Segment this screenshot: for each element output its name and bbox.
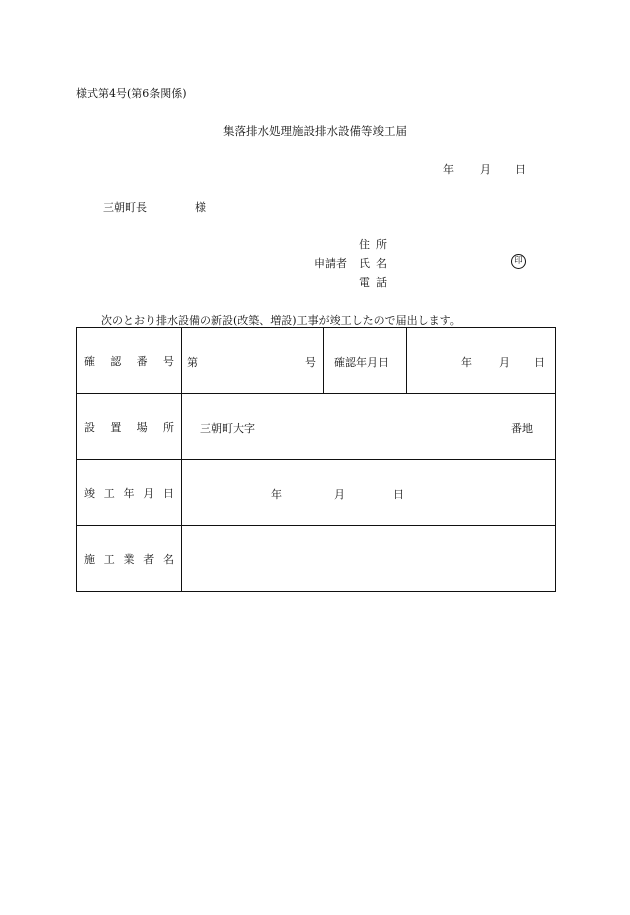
confirmation-date-label: 確認年月日	[334, 356, 389, 369]
recipient-honorific: 様	[195, 201, 206, 214]
seal-mark: 印	[511, 254, 526, 269]
day-label: 日	[393, 488, 404, 501]
completion-form-table	[76, 327, 556, 592]
day-label: 日	[534, 356, 545, 369]
contractor-field[interactable]	[182, 526, 556, 592]
number-prefix: 第	[187, 356, 198, 369]
label-char: 施	[84, 552, 95, 566]
contractor-label	[77, 551, 181, 567]
form-number: 様式第4号(第6条関係)	[76, 87, 187, 100]
label-char: 所	[162, 420, 174, 434]
label-char: 年	[123, 486, 135, 500]
year-label: 年	[461, 356, 472, 369]
applicant-name-label: 氏名	[359, 257, 393, 270]
confirmation-number-field[interactable]	[182, 328, 324, 394]
location-field[interactable]	[182, 394, 556, 460]
label-char: 場	[136, 420, 148, 434]
label-char: 工	[103, 486, 115, 500]
confirmation-number-label	[77, 353, 181, 369]
year-label: 年	[271, 488, 282, 501]
table-row-confirmation	[77, 328, 556, 394]
number-suffix: 号	[305, 356, 316, 369]
table-row-location	[77, 394, 556, 460]
month-label: 月	[499, 356, 510, 369]
table-row-completion-date	[77, 460, 556, 526]
label-char: 竣	[84, 486, 95, 500]
applicant-role-label: 申請者	[314, 257, 347, 270]
row-label-cell	[77, 328, 182, 394]
date-year-label: 年	[443, 163, 454, 176]
applicant-address-label: 住所	[359, 238, 393, 251]
label-char: 設	[84, 420, 95, 434]
date-month-label: 月	[480, 163, 491, 176]
recipient-name: 三朝町長	[103, 201, 147, 214]
statement-text: 次のとおり排水設備の新設(改築、増設)工事が竣工したので届出します。	[101, 314, 461, 327]
completion-date-field[interactable]	[182, 460, 556, 526]
label-char: 者	[143, 552, 155, 566]
document-title: 集落排水処理施設排水設備等竣工届	[223, 124, 407, 138]
confirmation-date-label-cell	[324, 328, 407, 394]
confirmation-date-field[interactable]	[407, 328, 556, 394]
label-char: 確	[84, 354, 95, 368]
place-prefix: 三朝町大字	[200, 422, 255, 435]
label-char: 認	[110, 354, 122, 368]
label-char: 工	[103, 552, 115, 566]
label-char: 日	[163, 486, 174, 500]
label-char: 月	[143, 486, 155, 500]
label-char: 業	[123, 552, 135, 566]
place-suffix: 番地	[511, 422, 533, 435]
row-label-cell	[77, 394, 182, 460]
location-label	[77, 419, 181, 435]
month-label: 月	[334, 488, 345, 501]
completion-date-label	[77, 485, 181, 501]
label-char: 号	[162, 354, 174, 368]
label-char: 置	[110, 420, 122, 434]
row-label-cell	[77, 460, 182, 526]
label-char: 番	[136, 354, 148, 368]
row-label-cell	[77, 526, 182, 592]
table-row-contractor	[77, 526, 556, 592]
date-day-label: 日	[515, 163, 526, 176]
applicant-phone-label: 電話	[359, 276, 393, 289]
label-char: 名	[163, 552, 174, 566]
